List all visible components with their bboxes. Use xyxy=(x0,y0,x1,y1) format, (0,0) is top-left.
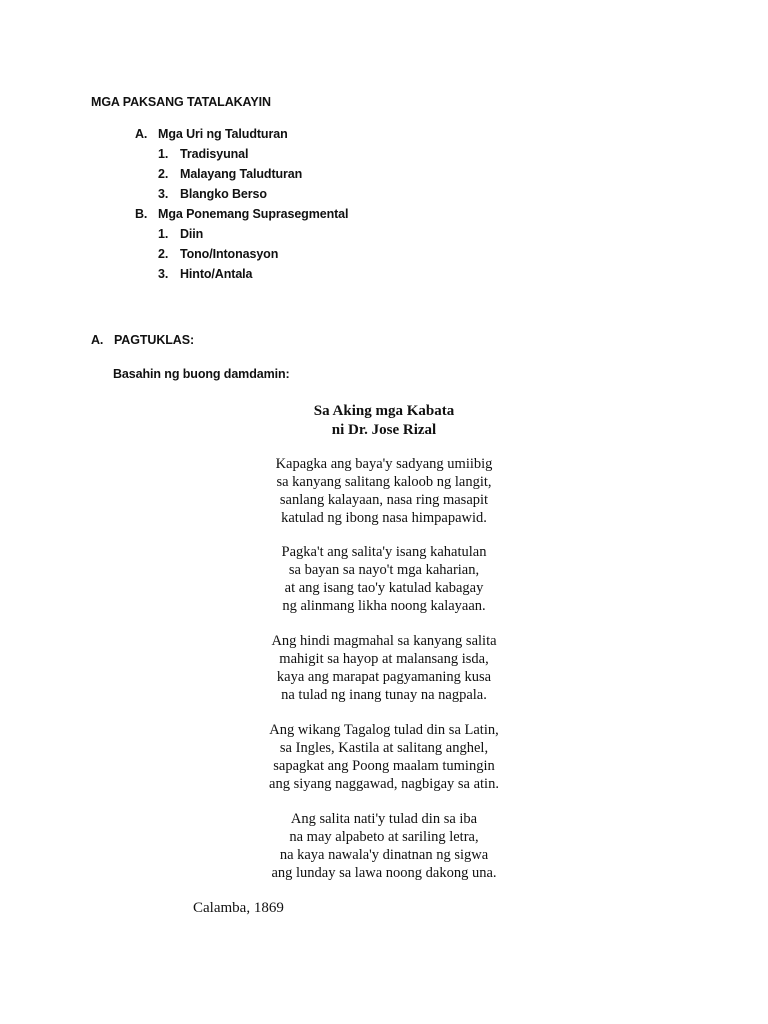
section-marker: A. xyxy=(91,333,104,347)
section-title: PAGTUKLAS: xyxy=(114,333,195,347)
poem-stanza xyxy=(0,721,768,793)
outline-subitem xyxy=(158,167,302,181)
poem-line: Kapagka ang baya'y sadyang umiibig xyxy=(275,456,493,472)
outline-subitem xyxy=(158,227,203,241)
outline-marker: 2. xyxy=(158,247,169,261)
outline-subitem xyxy=(158,247,278,261)
poem-line: Ang hindi magmahal sa kanyang salita xyxy=(271,633,497,649)
outline-marker: 1. xyxy=(158,147,169,161)
poem-line: sa bayan sa nayo't mga kaharian, xyxy=(288,562,480,578)
poem-stanza xyxy=(0,455,768,527)
outline-label: Diin xyxy=(180,227,204,241)
outline-marker: 2. xyxy=(158,167,169,181)
poem-line: sa kanyang salitang kaloob ng langit, xyxy=(276,474,492,490)
poem-author: ni Dr. Jose Rizal xyxy=(331,422,437,438)
poem-line: sa Ingles, Kastila at salitang anghel, xyxy=(279,740,489,756)
outline-label: Tradisyunal xyxy=(180,147,249,161)
poem-line: ang lunday sa lawa noong dakong una. xyxy=(271,865,497,881)
outline-item-a xyxy=(135,127,288,141)
poem-line: Ang wikang Tagalog tulad din sa Latin, xyxy=(269,722,499,738)
outline-subitem xyxy=(158,267,252,281)
poem-stanza xyxy=(0,810,768,882)
poem-line: mahigit sa hayop at malansang isda, xyxy=(279,651,489,667)
outline-marker: 1. xyxy=(158,227,169,241)
topics-heading: MGA PAKSANG TATALAKAYIN xyxy=(91,95,271,109)
poem-line: ang siyang naggawad, nagbigay sa atin. xyxy=(269,776,499,792)
poem-line: sanlang kalayaan, nasa ring masapit xyxy=(279,492,489,508)
outline-marker: A. xyxy=(135,127,148,141)
poem-line: at ang isang tao'y katulad kabagay xyxy=(284,580,484,596)
poem-line: Pagka't ang salita'y isang kahatulan xyxy=(281,544,487,560)
poem-heading xyxy=(0,402,768,440)
poem-line: ng alinmang likha noong kalayaan. xyxy=(282,598,486,614)
poem-line: na may alpabeto at sariling letra, xyxy=(289,829,479,845)
outline-subitem xyxy=(158,147,248,161)
poem-line: na kaya nawala'y dinatnan ng sigwa xyxy=(279,847,489,863)
poem-line: na tulad ng inang tunay na nagpala. xyxy=(281,687,487,703)
outline-label: Hinto/Antala xyxy=(180,267,253,281)
poem-line: Ang salita nati'y tulad din sa iba xyxy=(290,811,478,827)
outline-label: Tono/Intonasyon xyxy=(180,247,279,261)
poem-line: kaya ang marapat pagyamaning kusa xyxy=(276,669,492,685)
outline-subitem xyxy=(158,187,267,201)
poem-line: katulad ng ibong nasa himpapawid. xyxy=(281,510,487,526)
poem-stanza xyxy=(0,543,768,615)
poem-line: sapagkat ang Poong maalam tumingin xyxy=(273,758,495,774)
outline-marker: 3. xyxy=(158,187,169,201)
poem-title: Sa Aking mga Kabata xyxy=(313,403,455,419)
instruction-text: Basahin ng buong damdamin: xyxy=(113,367,290,381)
outline-label: Malayang Taludturan xyxy=(180,167,303,181)
outline-label: Blangko Berso xyxy=(180,187,267,201)
outline-marker: B. xyxy=(135,207,148,221)
poem-stanza xyxy=(0,632,768,704)
section-heading xyxy=(91,333,194,347)
outline-label: Mga Uri ng Taludturan xyxy=(158,127,288,141)
outline-item-b xyxy=(135,207,348,221)
outline-label: Mga Ponemang Suprasegmental xyxy=(158,207,349,221)
outline-marker: 3. xyxy=(158,267,169,281)
poem-place-date: Calamba, 1869 xyxy=(193,900,284,916)
